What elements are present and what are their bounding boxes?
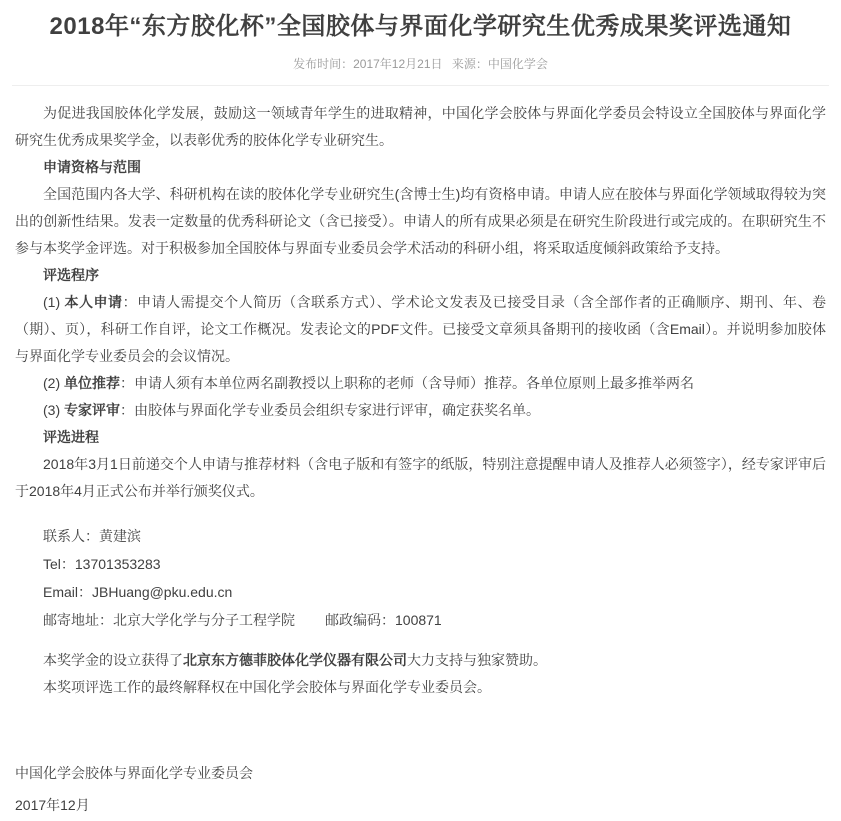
procedure-item-2 xyxy=(15,370,826,397)
article-body xyxy=(15,100,826,821)
section-heading-procedure: 评选程序 xyxy=(43,267,99,283)
procedure-item-1-text: ：申请人需提交个人简历（含联系方式）、学术论文发表及已接受目录（含全部作者的正确顺序、期刊、年、卷（期）、页），科研工作自评，论文工作概况。发表论文的PDF文件。已接受文章须具备期刊的接收函（含Email）。并说明参加胶体与界面化学专业委员会的会议情况。 xyxy=(15,294,827,364)
page-title: 2018年“东方胶化杯”全国胶体与界面化学研究生优秀成果奖评选通知 xyxy=(49,13,792,40)
procedure-item-2-number: (2) xyxy=(43,375,64,391)
notes-block xyxy=(15,647,826,701)
contact-tel: Tel：13701353283 xyxy=(43,556,161,572)
sponsor-note-suffix: 大力支持与独家赞助。 xyxy=(407,652,547,668)
source-label: 来源：中国化学会 xyxy=(451,57,548,71)
sponsor-note xyxy=(15,647,826,674)
schedule-paragraph: 2018年3月1日前递交个人申请与推荐材料（含电子版和有签字的纸版，特别注意提醒申请人及推荐人必须签字），经专家评审后于2018年4月正式公布并举行颁奖仪式。 xyxy=(15,456,826,499)
contact-address-line xyxy=(15,606,826,634)
final-interpretation-note: 本奖项评选工作的最终解释权在中国化学会胶体与界面化学专业委员会。 xyxy=(43,679,491,695)
sponsor-note-prefix: 本奖学金的设立获得了 xyxy=(43,652,183,668)
contact-postcode: 邮政编码：100871 xyxy=(325,612,442,628)
signature-footer xyxy=(15,757,826,821)
procedure-item-3-text: ：由胶体与界面化学专业委员会组织专家进行评审，确定获奖名单。 xyxy=(120,402,540,418)
procedure-item-1-number: (1) xyxy=(43,294,65,310)
publish-date: 发布时间：2017年12月21日 xyxy=(293,57,443,71)
eligibility-paragraph: 全国范围内各大学、科研机构在读的胶体化学专业研究生(含博士生)均有资格申请。申请人应在胶体与界面化学领域取得较为突出的创新性结果。发表一定数量的优秀科研论文（含已接受）。申请人的所有成果必须是在研究生阶段进行或完成的。在职研究生不参与本奖学金评选。对于积极参加全国胶体与界面专业委员会学术活动的科研小组，将采取适度倾斜政策给予支持。 xyxy=(15,186,826,256)
contact-address: 邮寄地址：北京大学化学与分子工程学院 xyxy=(43,612,295,628)
procedure-item-3-number: (3) xyxy=(43,402,64,418)
sponsor-company-name: 北京东方德菲胶体化学仪器有限公司 xyxy=(183,652,407,668)
header-divider xyxy=(12,85,829,86)
procedure-item-1 xyxy=(15,289,826,370)
section-heading-eligibility: 申请资格与范围 xyxy=(43,159,141,175)
contact-person: 联系人：黄建滨 xyxy=(43,528,141,544)
signature-date: 2017年12月 xyxy=(15,797,90,813)
contact-block xyxy=(15,522,826,634)
procedure-item-1-title: 本人申请 xyxy=(64,294,123,310)
intro-paragraph: 为促进我国胶体化学发展，鼓励这一领域青年学生的进取精神，中国化学会胶体与界面化学委员会特设立全国胶体与界面化学研究生优秀成果奖学金，以表彰优秀的胶体化学专业研究生。 xyxy=(15,105,826,148)
signature-organization: 中国化学会胶体与界面化学专业委员会 xyxy=(15,765,253,781)
procedure-item-3-title: 专家评审 xyxy=(64,402,120,418)
article-meta xyxy=(0,56,841,72)
procedure-item-2-title: 单位推荐 xyxy=(64,375,120,391)
section-heading-schedule: 评选进程 xyxy=(43,429,99,445)
contact-email: Email：JBHuang@pku.edu.cn xyxy=(43,584,233,600)
procedure-item-3 xyxy=(15,397,826,424)
procedure-item-2-text: ：申请人须有本单位两名副教授以上职称的老师（含导师）推荐。各单位原则上最多推举两名 xyxy=(120,375,694,391)
